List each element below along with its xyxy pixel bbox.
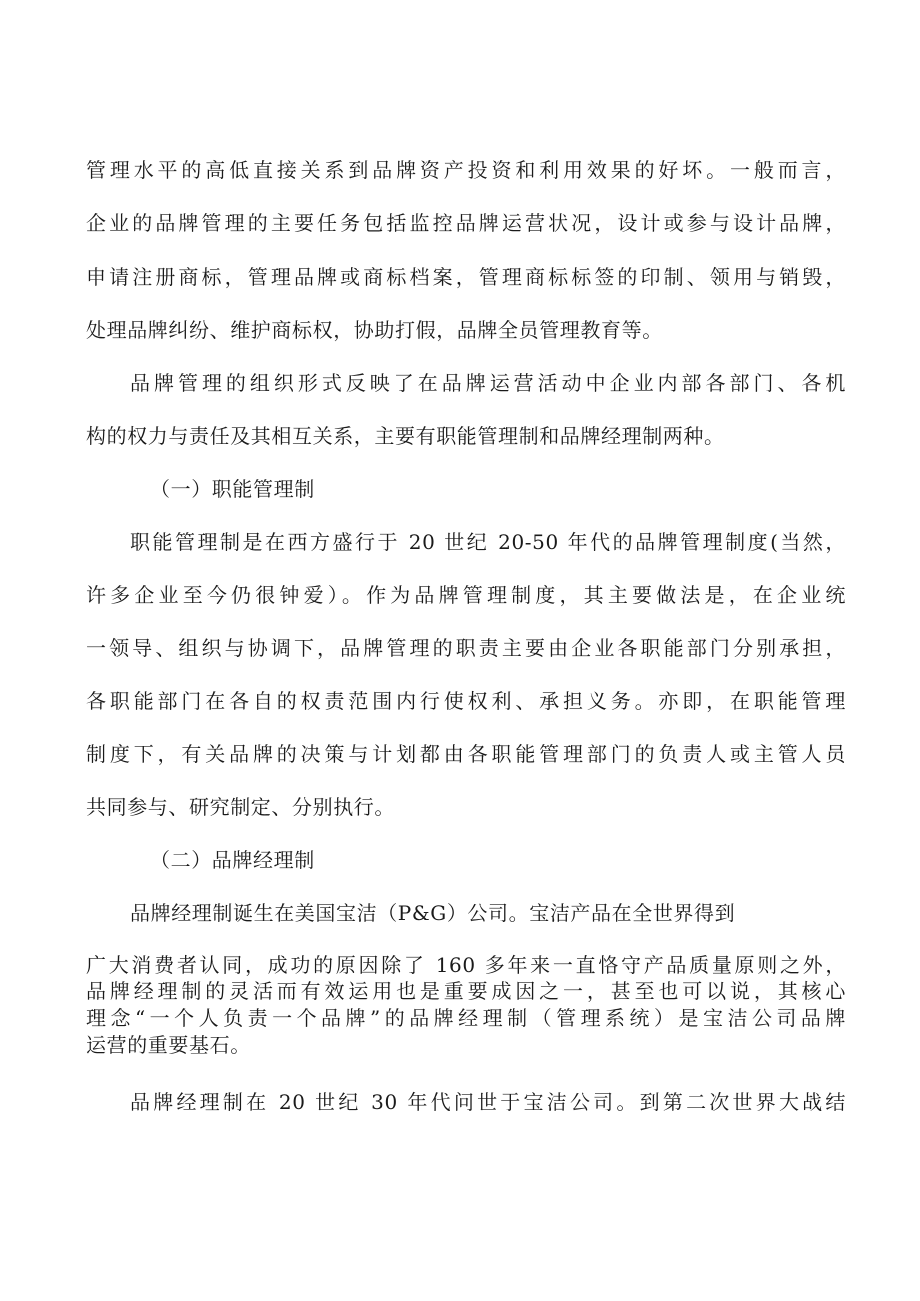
paragraph-line: 申请注册商标，管理品牌或商标档案，管理商标标签的印制、领用与销毁， <box>86 265 846 289</box>
paragraph-line: 品牌管理的组织形式反映了在品牌运营活动中企业内部各部门、各机 <box>130 371 846 395</box>
paragraph-line: 运营的重要基石。 <box>86 1034 251 1056</box>
paragraph-line: 管理水平的高低直接关系到品牌资产投资和利用效果的好坏。一般而言， <box>86 158 846 182</box>
paragraph-line: 许多企业至今仍很钟爱）。作为品牌管理制度，其主要做法是，在企业统 <box>86 583 846 607</box>
paragraph-line: 一领导、组织与协调下，品牌管理的职责主要由企业各职能部门分别承担， <box>86 636 846 660</box>
paragraph-line: 各职能部门在各自的权责范围内行使权利、承担义务。亦即，在职能管理 <box>86 689 846 713</box>
paragraph-line: 处理品牌纠纷、维护商标权，协助打假，品牌全员管理教育等。 <box>86 318 663 342</box>
paragraph-line: 职能管理制是在西方盛行于 20 世纪 20-50 年代的品牌管理制度(当然， <box>130 530 846 554</box>
paragraph-line: 广大消费者认同，成功的原因除了 160 多年来一直恪守产品质量原则之外， <box>86 954 846 976</box>
section-heading: （二）品牌经理制 <box>150 848 315 872</box>
paragraph-line: 理念“一个人负责一个品牌”的品牌经理制（管理系统）是宝洁公司品牌 <box>86 1007 846 1029</box>
paragraph-line: 品牌经理制诞生在美国宝洁（P&G）公司。宝洁产品在全世界得到 <box>130 901 736 925</box>
paragraph-line: 品牌经理制在 20 世纪 30 年代问世于宝洁公司。到第二次世界大战结 <box>130 1090 846 1114</box>
paragraph-line: 共同参与、研究制定、分别执行。 <box>86 795 395 819</box>
paragraph-line: 构的权力与责任及其相互关系，主要有职能管理制和品牌经理制两种。 <box>86 424 725 448</box>
paragraph-line: 企业的品牌管理的主要任务包括监控品牌运营状况，设计或参与设计品牌， <box>86 211 846 235</box>
paragraph-line: 制度下，有关品牌的决策与计划都由各职能管理部门的负责人或主管人员 <box>86 742 846 766</box>
section-heading: （一）职能管理制 <box>150 477 315 501</box>
paragraph-line: 品牌经理制的灵活而有效运用也是重要成因之一，甚至也可以说，其核心 <box>86 980 846 1002</box>
